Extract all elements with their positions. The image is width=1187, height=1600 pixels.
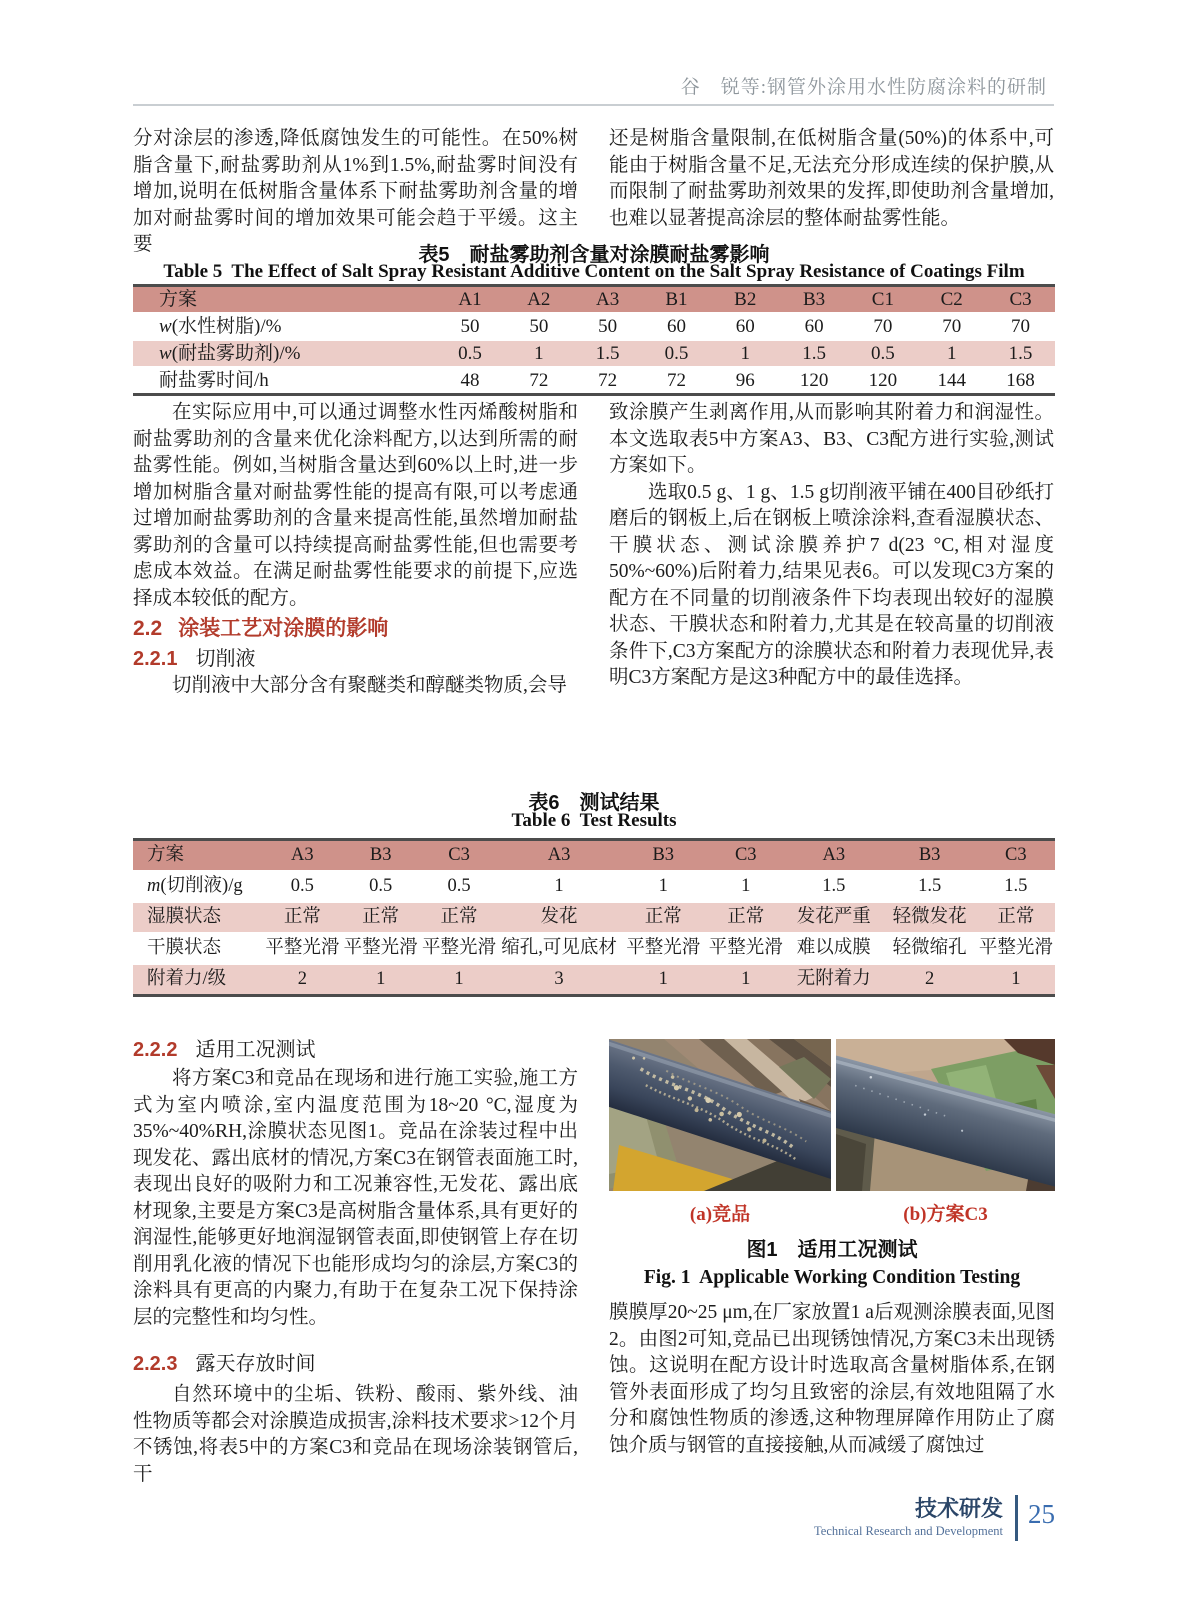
section-number: 2.2.2 [133, 1039, 178, 1061]
table-cell: 轻微缩孔 [892, 938, 967, 958]
table-cell: 0.5 [447, 876, 471, 896]
table-header-cell: A1 [436, 286, 505, 314]
paragraph: 自然环境中的尘垢、铁粉、酸雨、紫外线、油性物质等都会对涂膜造成损害,涂料技术要求>12个月不锈蚀,将表5中的方案C3和竞品在现场涂装钢管后,干 [133, 1384, 578, 1485]
figure1-title-zh: 图1 适用工况测试 [746, 1239, 918, 1261]
footer-section-zh: 技术研发 [914, 1496, 1003, 1521]
table-cell: 72 [598, 370, 618, 391]
row-label-cell: 耐盐雾时间/h [159, 370, 269, 391]
table-cell: 0.5 [642, 340, 711, 367]
table-cell: 2 [263, 964, 341, 996]
table-cell: 120 [799, 370, 829, 391]
table-cell: 1 [707, 964, 785, 996]
table-row [133, 902, 1055, 933]
figure1-captions [609, 1199, 1055, 1226]
table-cell: 0.5 [848, 340, 917, 367]
table-row [133, 340, 1055, 367]
table-cell: 0.5 [369, 876, 393, 896]
table-cell: 70 [942, 316, 962, 337]
table-cell: 144 [937, 370, 966, 391]
table-cell: 60 [804, 316, 824, 337]
table-header-cell: A3 [263, 840, 341, 872]
table-cell: 正常 [707, 902, 785, 933]
section-number: 2.2.3 [133, 1353, 178, 1375]
table-row [133, 367, 1055, 395]
table-cell: 70 [873, 316, 893, 337]
table-header-cell: A3 [573, 286, 642, 314]
figure1-caption-a: (a)竞品 [689, 1204, 751, 1225]
table6-title-zh: 表6 测试结果 [528, 792, 660, 814]
table-header-cell: 方案 [133, 286, 436, 314]
table-cell: 50 [460, 316, 480, 337]
figure1-photo-competitor [609, 1039, 831, 1191]
table-header-cell: B3 [620, 840, 707, 872]
table-header-cell: B3 [780, 286, 849, 314]
row-label-cell: w(水性树脂)/% [159, 316, 282, 337]
table-cell: 平整光滑 [708, 938, 783, 958]
table5-title-zh: 表5 耐盐雾助剂含量对涂膜耐盐雾影响 [418, 244, 770, 266]
table-cell: 2 [883, 964, 977, 996]
table-cell: 96 [735, 370, 755, 391]
table-cell: 正常 [342, 902, 420, 933]
table5 [133, 284, 1055, 396]
table-cell: 正常 [977, 902, 1055, 933]
table-cell: 72 [666, 370, 686, 391]
table-cell: 正常 [620, 902, 707, 933]
table-cell: 50 [529, 316, 549, 337]
footer-section-en: Technical Research and Development [814, 1524, 1003, 1538]
table-cell: 168 [1006, 370, 1035, 391]
section-title: 切削液 [195, 648, 256, 670]
table-cell: 正常 [263, 902, 341, 933]
page-number: 25 [1028, 1498, 1055, 1529]
section-number: 2.2.1 [133, 648, 178, 670]
table-header-cell: A3 [498, 840, 620, 872]
paragraph: 致涂膜产生剥离作用,从而影响其附着力和润湿性。本文选取表5中方案A3、B3、C3配方进行实验,测试方案如下。 [609, 402, 1054, 476]
bottom-left-column [133, 1037, 578, 1488]
table-header-cell: B3 [342, 840, 420, 872]
table-header-cell: B1 [642, 286, 711, 314]
row-label-cell: m(切削液)/g [147, 876, 243, 896]
table-cell: 60 [735, 316, 755, 337]
table6 [133, 838, 1055, 997]
figure1-caption-b: (b)方案C3 [903, 1204, 988, 1225]
table-cell: 1 [620, 964, 707, 996]
footer-divider [1015, 1495, 1018, 1541]
page-footer [814, 1495, 1055, 1541]
table-cell: 1 [420, 964, 498, 996]
row-label-cell: 干膜状态 [147, 938, 222, 958]
table-header-cell: C1 [848, 286, 917, 314]
table-header-cell: A3 [785, 840, 883, 872]
figure1-photos [609, 1039, 1055, 1191]
mid-left-column [133, 400, 578, 700]
table-cell: 1 [342, 964, 420, 996]
figure1-title-en: Fig. 1 Applicable Working Condition Testing [643, 1267, 1021, 1288]
table-header-cell: B3 [883, 840, 977, 872]
paragraph: 还是树脂含量限制,在低树脂含量(50%)的体系中,可能由于树脂含量不足,无法充分形成连续的保护膜,从而限制了耐盐雾助剂效果的发挥,即使助剂含量增加,也难以显著提高涂层的整体耐盐雾性能。 [609, 128, 1054, 229]
section-title: 适用工况测试 [195, 1039, 316, 1061]
table-row [133, 313, 1055, 340]
table-header-row [133, 840, 1055, 872]
table-cell: 1.5 [1004, 876, 1028, 896]
table-cell: 1.5 [986, 340, 1055, 367]
table-cell: 1.5 [573, 340, 642, 367]
table-cell: 1 [977, 964, 1055, 996]
table-cell: 平整光滑 [978, 938, 1053, 958]
table-cell: 平整光滑 [422, 938, 497, 958]
table-cell: 缩孔,可见底材 [501, 938, 617, 958]
table-cell: 1.5 [780, 340, 849, 367]
table-cell: 1 [658, 876, 668, 896]
table-cell: 1 [711, 340, 780, 367]
paragraph: 切削液中大部分含有聚醚类和醇醚类物质,会导 [172, 675, 567, 696]
section-heading-2-2-2 [133, 1037, 578, 1064]
section-number: 2.2 [133, 617, 163, 640]
table-cell: 50 [598, 316, 618, 337]
table-header-cell: 方案 [133, 840, 263, 872]
table-cell: 1.5 [918, 876, 942, 896]
figure1-block [609, 1039, 1055, 1459]
paragraph: 分对涂层的渗透,降低腐蚀发生的可能性。在50%树脂含量下,耐盐雾助剂从1%到1.5%,耐盐雾时间没有增加,说明在低树脂含量体系下耐盐雾助剂含量的增加对耐盐雾时间的增加效果可能会趋于平缓。这主要 [133, 128, 578, 255]
paragraph: 在实际应用中,可以通过调整水性丙烯酸树脂和耐盐雾助剂的含量来优化涂料配方,以达到所需的耐盐雾性能。例如,当树脂含量达到60%以上时,进一步增加树脂含量对耐盐雾性能的提高有限,可以考虑通过增加耐盐雾助剂的含量来提高性能,虽然增加耐盐雾助剂的含量可以持续提高耐盐雾性能,但也需要考虑成本效益。在满足耐盐雾性能要求的前提下,应选择成本较低的配方。 [133, 402, 578, 609]
table-header-cell: C3 [707, 840, 785, 872]
table-header-cell: C3 [977, 840, 1055, 872]
table-header-cell: C3 [986, 286, 1055, 314]
table-cell: 1 [917, 340, 986, 367]
table-cell: 轻微发花 [883, 902, 977, 933]
table-cell: 无附着力 [785, 964, 883, 996]
intro-right-column [609, 126, 1054, 232]
table-row [133, 933, 1055, 964]
table-cell: 70 [1011, 316, 1031, 337]
table-cell: 120 [868, 370, 898, 391]
table-header-cell: C2 [917, 286, 986, 314]
table5-title-en: Table 5 The Effect of Salt Spray Resistant Additive Content on the Salt Spray Resistance of Coatings Film [163, 261, 1025, 282]
paragraph: 选取0.5 g、1 g、1.5 g切削液平铺在400目砂纸打磨后的钢板上,后在钢板上喷涂涂料,查看湿膜状态、干膜状态、测试涂膜养护7 d(23 °C,相对湿度50%~60%)后附着力,结果见表6。可以发现C3方案的配方在不同量的切削液条件下均表现出较好的湿膜状态、干膜状态和附着力,尤其是在较高量的切削液条件下,C3方案配方的涂膜状态和附着力表现优异,表明C3方案配方是这3种配方中的最佳选择。 [609, 481, 1054, 688]
table-cell: 发花 [498, 902, 620, 933]
table-cell: 60 [666, 316, 686, 337]
row-label-cell: w(耐盐雾助剂)/% [133, 340, 436, 367]
table-cell: 48 [460, 370, 480, 391]
mid-right-column [609, 400, 1054, 692]
table-header-row [133, 286, 1055, 314]
row-label-cell: 湿膜状态 [133, 902, 263, 933]
table-header-cell: B2 [711, 286, 780, 314]
section-title: 露天存放时间 [195, 1353, 316, 1375]
section-heading-2-2-3 [133, 1351, 578, 1378]
table-cell: 难以成膜 [796, 938, 871, 958]
table-cell: 1 [504, 340, 573, 367]
table-cell: 平整光滑 [343, 938, 418, 958]
figure1-photo-c3 [836, 1039, 1055, 1191]
paragraph: 将方案C3和竞品在现场和进行施工实验,施工方式为室内喷涂,室内温度范围为18~20 °C,湿度为35%~40%RH,涂膜状态见图1。竞品在涂装过程中出现发花、露出底材的情况,方案C3在钢管表面施工时,表现出良好的吸附力和工况兼容性,无发花、露出底材现象,主要是方案C3是高树脂含量体系,具有更好的润湿性,能够更好地润湿钢管表面,即使钢管上存在切削用乳化液的情况下也能形成均匀的涂层,方案C3的涂料具有更高的内聚力,有助于在复杂工况下保持涂层的完整性和均匀性。 [133, 1068, 578, 1328]
table-cell: 1 [554, 876, 564, 896]
table-cell: 正常 [420, 902, 498, 933]
table-row [133, 871, 1055, 902]
table-cell: 3 [498, 964, 620, 996]
table-cell: 0.5 [436, 340, 505, 367]
table-cell: 1 [741, 876, 751, 896]
table-cell: 发花严重 [785, 902, 883, 933]
table6-title-en: Table 6 Test Results [511, 810, 677, 831]
section-heading-2-2 [133, 615, 578, 642]
table-cell: 0.5 [290, 876, 314, 896]
section-title: 涂装工艺对涂膜的影响 [178, 617, 389, 640]
table-row [133, 964, 1055, 996]
row-label-cell: 附着力/级 [133, 964, 263, 996]
table-cell: 1.5 [822, 876, 846, 896]
section-heading-2-2-1 [133, 646, 578, 673]
paragraph: 膜膜厚20~25 μm,在厂家放置1 a后观测涂膜表面,见图2。由图2可知,竞品已出现锈蚀情况,方案C3未出现锈蚀。这说明在配方设计时选取高含量树脂体系,在钢管外表面形成了均匀且致密的涂层,有效地阻隔了水分和腐蚀性物质的渗透,这种物理屏障作用防止了腐蚀介质与钢管的直接接触,从而减缓了腐蚀过 [609, 1302, 1055, 1456]
table-cell: 平整光滑 [626, 938, 701, 958]
table-cell: 平整光滑 [265, 938, 340, 958]
footer-section [814, 1497, 1003, 1539]
table-cell: 72 [529, 370, 549, 391]
table-header-cell: A2 [504, 286, 573, 314]
table-header-cell: C3 [420, 840, 498, 872]
running-head: 谷 锐等:钢管外涂用水性防腐涂料的研制 [680, 77, 1047, 98]
header-rule [133, 104, 1054, 106]
